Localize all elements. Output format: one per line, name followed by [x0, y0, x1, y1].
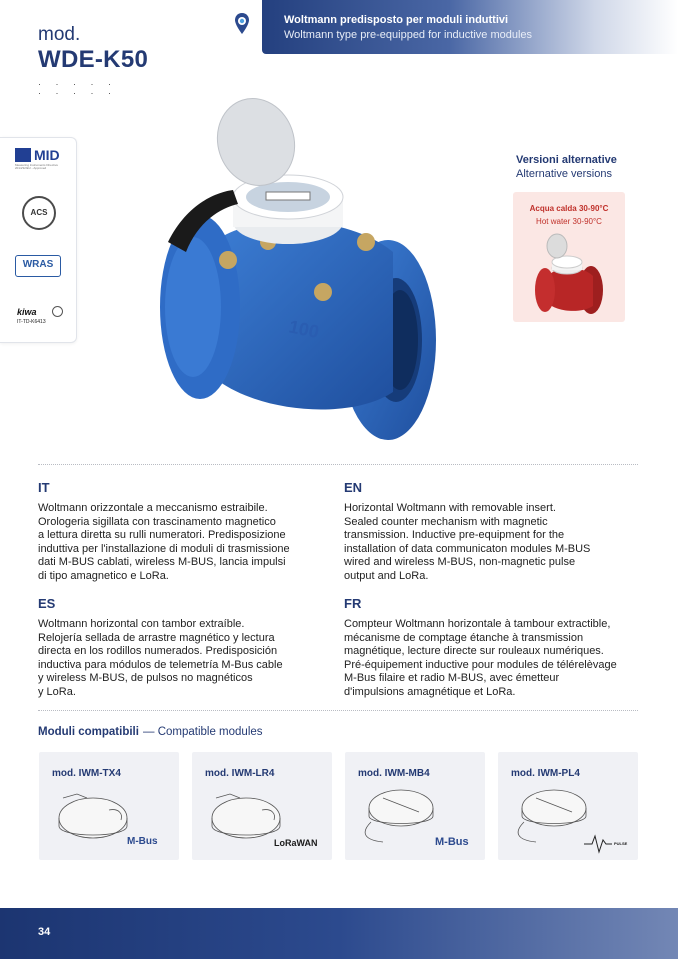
- module-card-tx4: [39, 752, 179, 860]
- model-title: WDE-K50: [38, 46, 149, 73]
- footer-bar: [0, 908, 678, 959]
- lang-label-fr: FR: [344, 596, 362, 611]
- header-banner: [262, 0, 678, 54]
- svg-text:100: 100: [287, 316, 321, 343]
- compatible-modules-title: Moduli compatibili: [38, 726, 139, 738]
- description-en: Horizontal Woltmann with removable insert. Sealed counter mechanism with magnetic transmission. Inductive pre-equipment for the installation of data communicaton modules M-BUS wired and wireless M-BUS, non-magnetic pulse output and LoRa.: [344, 502, 591, 582]
- header-title-it: Woltmann predisposto per moduli induttivi: [284, 14, 509, 26]
- mid-caption: Measuring Instruments Directive 2014/32/EU - Approved: [15, 163, 59, 170]
- module-card-lr4: [192, 752, 332, 860]
- description-fr: Compteur Woltmann horizontale à tambour extractible, mécanisme de comptage étanche à transmission magnétique, lecture directe sur rouleaux numériques. Pré-équipement inductive pour modules de télérelèvage M-Bus filaire et radio M-BUS, avec émetteur d'impulsions amagnétique et LoRa.: [344, 618, 617, 698]
- lorawan-logo: LoRaWAN: [274, 838, 318, 848]
- kiwa-mark-icon: [52, 306, 63, 317]
- module-name: mod. IWM-LR4: [205, 768, 275, 779]
- section-divider: [38, 710, 638, 711]
- hot-water-meter-image: [531, 232, 607, 318]
- model-prefix: mod.: [38, 24, 81, 45]
- mbus-logo: M-Bus: [127, 836, 158, 847]
- module-name: mod. IWM-TX4: [52, 768, 121, 779]
- module-illustration: [506, 784, 630, 856]
- wras-label: WRAS: [22, 259, 54, 270]
- lang-label-es: ES: [38, 596, 56, 611]
- kiwa-logo: kiwa: [17, 307, 37, 317]
- page-number: 34: [38, 926, 51, 938]
- alternative-versions-title: Versioni alternative: [516, 154, 617, 166]
- mid-logo: MID: [34, 147, 60, 163]
- description-it: Woltmann orizzontale a meccanismo estraibile. Orologeria sigillata con trascinamento magnetico a lettura diretta su rulli numeratori. Predisposizione induttiva per l'installazione di moduli di trasmissione dati M-BUS cablati, wireless M-BUS, lancia impulsi di tipo amagnetico e LoRa.: [38, 502, 290, 582]
- lang-label-it: IT: [38, 480, 50, 495]
- module-name: mod. IWM-PL4: [511, 768, 580, 779]
- mbus-logo: M-Bus: [435, 836, 469, 848]
- hot-water-label-en: Hot water 30-90°C: [536, 217, 602, 226]
- acs-label: ACS: [30, 208, 48, 217]
- location-pin-icon: [234, 12, 250, 36]
- compatible-modules-subtitle: — Compatible modules: [143, 726, 263, 738]
- kiwa-code: IT-TD-K6413: [17, 319, 46, 325]
- wras-logo: [15, 255, 61, 277]
- decorative-dots: · · · · · · · · · ·: [38, 79, 117, 98]
- eu-flag-icon: [15, 148, 31, 162]
- lang-label-en: EN: [344, 480, 363, 495]
- pulse-logo: PULSE: [614, 841, 628, 846]
- header-title-en: Woltmann type pre-equipped for inductive modules: [284, 29, 533, 41]
- description-es: Woltmann horizontal con tambor extraíble. Relojería sellada de arrastre magnético y lectura directa en los rodillos numerados. Predisposición inductiva para módulos de telemetría M-Bus cable y wireless M-BUS, de pulsos no magnéticos y LoRa.: [38, 618, 283, 698]
- hot-water-label-it: Acqua calda 30-90°C: [529, 204, 609, 213]
- water-meter-image: [138, 92, 448, 460]
- alternative-versions-subtitle: Alternative versions: [516, 168, 612, 180]
- acs-logo: [22, 196, 56, 230]
- module-card-pl4: [498, 752, 638, 860]
- module-card-mb4: [345, 752, 485, 860]
- section-divider: [38, 464, 638, 465]
- module-name: mod. IWM-MB4: [358, 768, 430, 779]
